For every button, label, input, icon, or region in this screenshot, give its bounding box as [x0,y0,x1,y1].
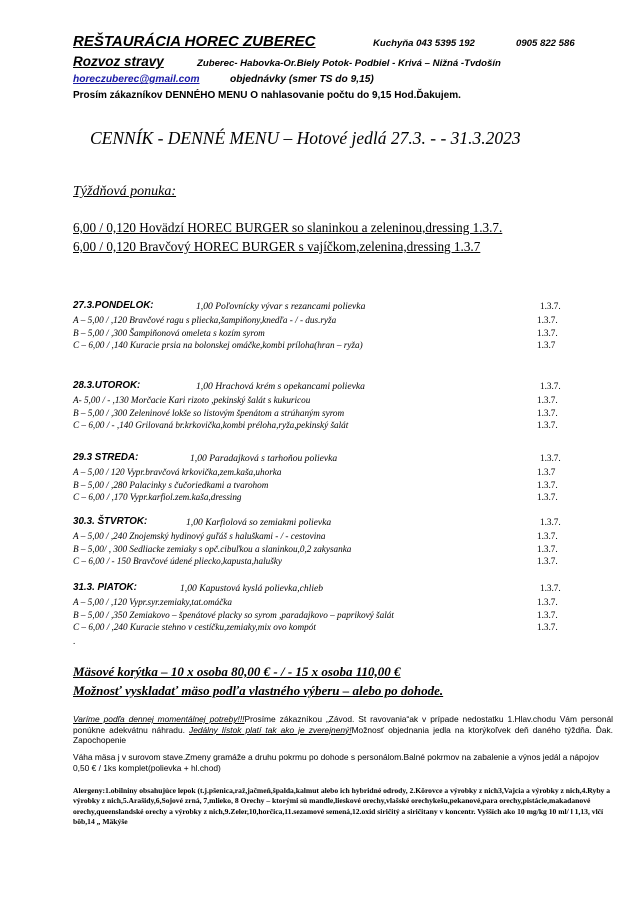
notes-highlight-2: Jedálny lístok platí tak ako je zverejnený! [189,724,352,735]
meat-trays-note: Možnosť vyskladať mäso podľa vlastného výberu – alebo po dohode. [73,683,444,698]
meal-allergens: 1.3.7. [537,327,558,338]
day-name: 31.3. PIATOK: [73,582,137,593]
meal-allergens: 1.3.7. [537,315,558,325]
meal-text: C – 6,00 / - ,140 Grilovaná br.krkovička,kombi préloha,ryža,pekinský šalát [73,420,349,431]
meal-text: A- 5,00 / - ,130 Morčacie Kari rizoto ,pekinský šalát s kukuricou [73,395,311,405]
day-name: 27.3.PONDELOK: [73,300,154,311]
notes-text-1: Prosíme zákazníkou „Závod. St ravovania“ak v prípade nedostatku 1.Hlav.chodu Vám personál ponúkne adekvátnu náhradu. [73,714,613,735]
day-header [73,452,138,463]
meal-text: A – 5,00 / ,240 Znojemský hydinový guľáš s haluškami - / - cestovina [73,531,326,541]
soup-allergens: 1.3.7. [540,301,561,311]
day-header [73,516,147,527]
day-name: 29.3 STREDA: [73,452,139,463]
notes-paragraph [73,714,613,746]
soup-allergens: 1.3.7. [540,453,561,463]
day-header [73,300,154,311]
meal-text: C – 6,00 / ,170 Vypr.karfiol.zem.kaša,dressing [73,492,242,503]
day-header [73,380,140,391]
meal-allergens: 1.3.7. [537,622,558,633]
restaurant-name: REŠTAURÁCIA HOREC ZUBEREC [73,33,316,50]
kitchen-phone: Kuchyňa 043 5395 192 [373,38,475,49]
meal-allergens: 1.3.7. [537,556,558,567]
day-name: 28.3.UTOROK: [73,380,141,391]
weekly-item-2: 6,00 / 0,120 Bravčový HOREC BURGER s vajíčkom,zelenina,dressing 1.3.7 [73,239,481,254]
meal-text: B – 5,00/ , 300 Sedliacke zemiaky s opč.cibuľkou a slaninkou,0,2 zakysanka [73,543,352,554]
soup-allergens: 1.3.7. [540,583,561,593]
meal-text: A – 5,00 / 120 Vypr.bravčová krkovička,zem.kaša,uhorka [73,467,282,477]
meal-allergens: 1.3.7. [537,479,558,490]
notes-highlight-1: Varíme podľa dennej momentálnej potreby!!! [73,714,245,724]
soup-allergens: 1.3.7. [540,381,561,391]
meal-text: C – 6,00 / ,240 Kuracie stehno v cestíčku,zemiaky,mix ovo kompót [73,622,316,633]
mobile-phone: 0905 822 586 [516,38,575,49]
soup-text: 1,00 Paradajková s tarhoňou polievka [190,453,338,464]
meal-text: A – 5,00 / ,120 Bravčové ragu s pliecka,šampiňony,knedľa - / - dus.ryža [73,315,337,325]
day-header [73,582,137,593]
page-title: CENNÍK - DENNÉ MENU – Hotové jedlá 27.3. - - 31.3.2023 [90,128,521,148]
meal-allergens: 1.3.7. [537,597,558,607]
meal-allergens: 1.3.7. [537,395,558,405]
day-name: 30.3. ŠTVRTOK: [73,516,148,527]
email-link[interactable]: horeczuberec@gmail.com [73,74,200,85]
meal-allergens: 1.3.7. [537,531,558,541]
orders-note: objednávky (smer TS do 9,15) [230,74,374,85]
meat-trays-prices: Mäsové korýtka – 10 x osoba 80,00 € - / - 15 x osoba 110,00 € [73,664,401,679]
meal-allergens: 1.3.7. [537,609,558,620]
soup-text: 1,00 Hrachová krém s opekancami polievka [196,381,365,392]
meal-text: B – 5,00 / ,300 Šampiňonová omeleta s kozím syrom [73,327,265,338]
meal-text: A – 5,00 / ,120 Vypr.syr.zemiaky,tat.omáčka [73,597,232,607]
soup-text: 1,00 Kapustová kyslá polievka,chlieb [180,583,324,594]
weight-note: Váha mäsa j v surovom stave.Zmeny gramáže a druhu pokrmu po dohode s personálom.Balné pokrmov na zabalenie a výnos jedál a nápojov 0,50 € / 1ks komplet(polievka + hl.chod) [73,752,600,773]
meal-allergens: 1.3.7. [537,543,558,554]
separator-dot: . [73,636,76,646]
meal-text: B – 5,00 / ,350 Zemiakovo – špenátové placky so syrom ,paradajkovo – paprikový šalát [73,609,394,620]
meal-allergens: 1.3.7 [537,340,556,351]
soup-text: 1,00 Karfiolová so zemiakmi polievka [186,517,332,528]
meal-allergens: 1.3.7 [537,467,556,477]
meal-text: B – 5,00 / ,300 Zeleninové lokše so listovým špenátom a strúhaným syrom [73,407,345,418]
allergens-legend: Alergeny:1.obilniny obsahujúce lepok (t.j.pšenica,raž,jačmeň,špalda,kalmut alebo ich hybridné odrody, 2.Kôrovce a výrobky z nich3,Vajcia a výrobky z nich,4.Ryby a výrobky z nich,5.Arašidy,6,Sojové zrná, 7,mlieko, 8 Orechy – ktorými sú mandle,lieskové orechy,vlašské orechykešu,pekanové,para orechy,pistácie,makadanové orechy,queenslandské orechy a výrobky z nich,9.Zeler,10,horčica,11.sezamové semená,12.oxid siričitý a siričitany v koncentr. Vyšších ako 10 mg/kg 10 ml/ l 1,13, vlčí bôb,14 „ Mäkýše [73,786,611,826]
meal-text: C – 6,00 / - 150 Bravčové údené pliecko,kapusta,halušky [73,556,282,567]
notes-text-2: Možnosť objednania jedla na ktorýkoľvek deň daného týždňa. Ďak. Zapochopenie [73,724,614,745]
meal-text: C – 6,00 / ,140 Kuracie prsia na bolonskej omáčke,kombi príloha(hran – ryža) [73,340,363,351]
soup-text: 1,00 Poľovnícky vývar s rezancami polievka [196,301,366,312]
meal-text: B – 5,00 / ,280 Palacinky s čučoriedkami a tvarohom [73,479,269,490]
delivery-label: Rozvoz stravy [73,54,164,69]
meal-allergens: 1.3.7. [537,407,558,418]
meal-allergens: 1.3.7. [537,420,558,431]
delivery-places: Zuberec- Habovka-Or.Biely Potok- Podbiel - Krivá – Nižná -Tvdošín [197,58,501,69]
soup-allergens: 1.3.7. [540,517,561,527]
weekly-heading: Týždňová ponuka: [73,184,177,199]
weekly-item-1: 6,00 / 0,120 Hovädzí HOREC BURGER so slaninkou a zeleninou,dressing 1.3.7. [73,220,503,235]
customer-request-note: Prosím zákazníkov DENNÉHO MENU O nahlasovanie počtu do 9,15 Hod.Ďakujem. [73,90,461,101]
meal-allergens: 1.3.7. [537,492,558,503]
